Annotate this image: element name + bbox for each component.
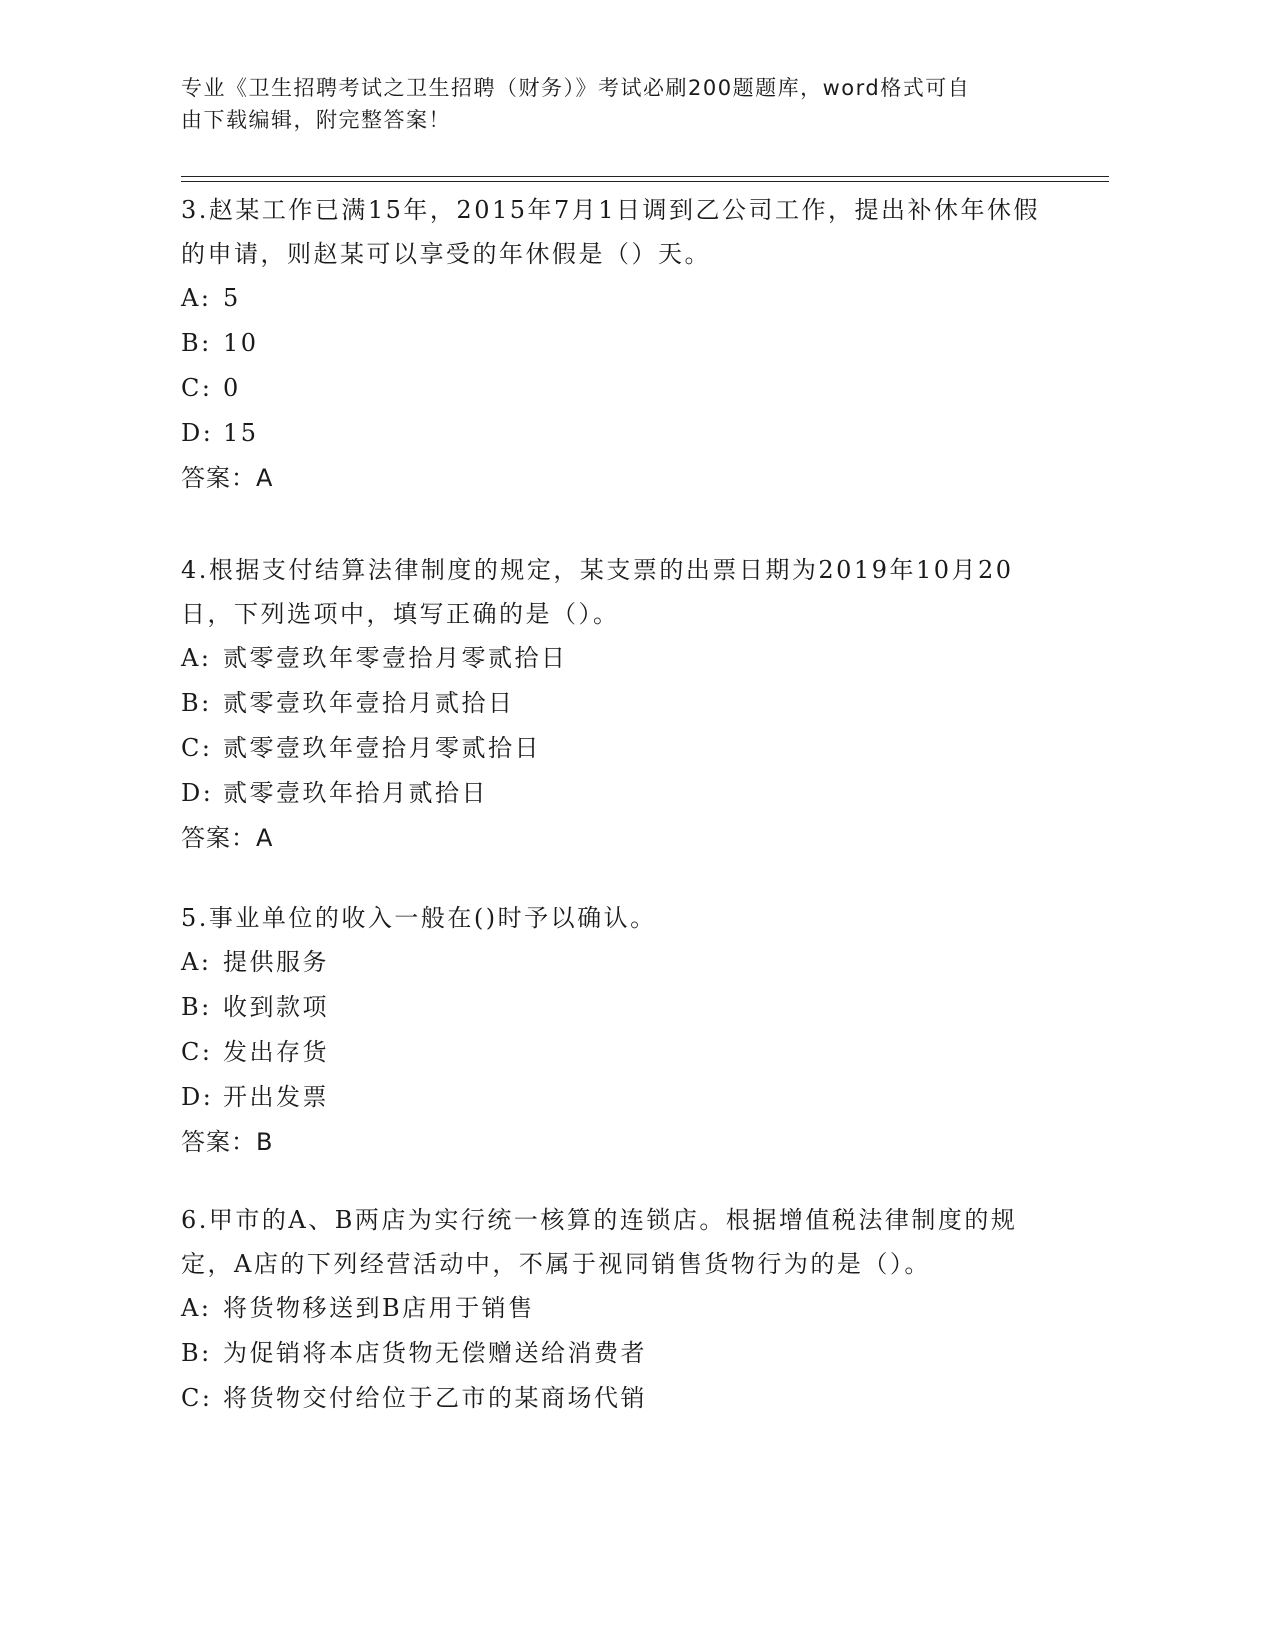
option-a — [181, 1286, 1061, 1331]
option-label: C: — [181, 734, 213, 762]
option-text: 贰零壹玖年壹拾月贰拾日 — [223, 689, 515, 717]
question-stem: 4.根据支付结算法律制度的规定，某支票的出票日期为2019年10月20日，下列选项中，填写正确的是（）。 — [181, 556, 1014, 628]
option-c — [181, 1030, 1061, 1075]
option-text: 0 — [223, 374, 241, 402]
option-text: 5 — [223, 284, 241, 312]
answer-line: 答案：B — [181, 1128, 274, 1156]
option-text: 贰零壹玖年拾月贰拾日 — [223, 779, 488, 807]
option-text: 将货物移送到B店用于销售 — [223, 1294, 535, 1322]
question-stem: 3.赵某工作已满15年，2015年7月1日调到乙公司工作，提出补休年休假的申请，则赵某可以享受的年休假是（）天。 — [181, 196, 1041, 268]
option-label: C: — [181, 374, 213, 402]
option-c — [181, 1376, 1061, 1421]
option-d — [181, 771, 1061, 816]
answer-line: 答案：A — [181, 824, 274, 852]
option-d — [181, 1075, 1061, 1120]
option-text: 开出发票 — [223, 1083, 329, 1111]
question-5 — [181, 896, 1061, 1164]
option-c — [181, 366, 1061, 411]
question-4 — [181, 548, 1061, 860]
header-divider-bottom — [181, 181, 1109, 182]
option-text: 贰零壹玖年壹拾月零贰拾日 — [223, 734, 541, 762]
question-6 — [181, 1198, 1061, 1421]
option-text: 将货物交付给位于乙市的某商场代销 — [223, 1384, 647, 1412]
option-b — [181, 1331, 1061, 1376]
option-label: B: — [181, 329, 212, 357]
option-a — [181, 636, 1061, 681]
option-label: A: — [181, 284, 212, 312]
option-text: 10 — [223, 329, 259, 357]
header-line-1: 专业《卫生招聘考试之卫生招聘（财务）》考试必刷200题题库，word格式可自 — [181, 76, 971, 100]
option-label: D: — [181, 1083, 214, 1111]
option-b — [181, 985, 1061, 1030]
option-label: C: — [181, 1384, 213, 1412]
option-text: 发出存货 — [223, 1038, 329, 1066]
option-label: C: — [181, 1038, 213, 1066]
option-label: B: — [181, 993, 212, 1021]
option-label: B: — [181, 689, 212, 717]
question-stem: 6.甲市的A、B两店为实行统一核算的连锁店。根据增值税法律制度的规定，A店的下列经营活动中，不属于视同销售货物行为的是（）。 — [181, 1206, 1018, 1278]
option-a — [181, 276, 1061, 321]
option-label: A: — [181, 948, 212, 976]
option-b — [181, 321, 1061, 366]
option-label: D: — [181, 419, 214, 447]
option-text: 提供服务 — [223, 948, 329, 976]
document-header — [181, 72, 1061, 136]
option-b — [181, 681, 1061, 726]
answer-line: 答案：A — [181, 464, 274, 492]
option-text: 为促销将本店货物无偿赠送给消费者 — [223, 1339, 647, 1367]
question-3 — [181, 188, 1061, 500]
header-divider-top — [181, 176, 1109, 177]
option-label: B: — [181, 1339, 212, 1367]
option-label: A: — [181, 1294, 212, 1322]
option-c — [181, 726, 1061, 771]
question-stem: 5.事业单位的收入一般在()时予以确认。 — [181, 904, 657, 932]
option-d — [181, 411, 1061, 456]
option-text: 15 — [223, 419, 259, 447]
option-text: 收到款项 — [223, 993, 329, 1021]
option-label: A: — [181, 644, 212, 672]
option-text: 贰零壹玖年零壹拾月零贰拾日 — [223, 644, 568, 672]
header-line-2: 由下载编辑，附完整答案！ — [181, 108, 451, 132]
option-a — [181, 940, 1061, 985]
option-label: D: — [181, 779, 214, 807]
